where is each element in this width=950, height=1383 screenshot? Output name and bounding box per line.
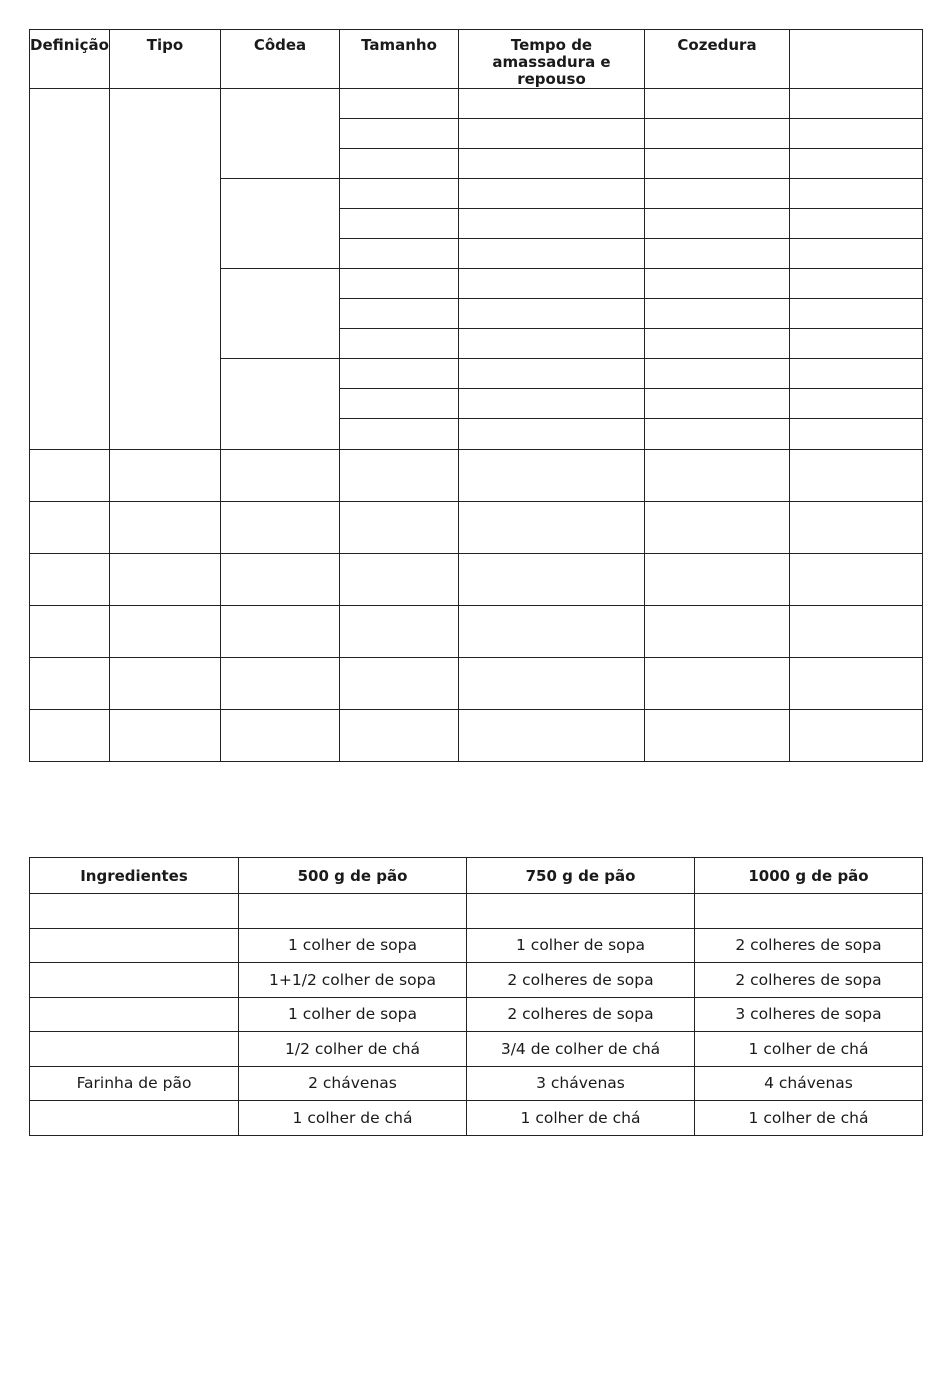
table-cell — [645, 239, 790, 269]
table-cell — [110, 89, 221, 450]
table-row — [30, 1066, 923, 1101]
table-cell — [221, 359, 340, 450]
table-cell — [459, 149, 645, 179]
header-tipo: Tipo — [110, 30, 221, 89]
table-cell — [459, 89, 645, 119]
amount-750g: 2 colheres de sopa — [467, 997, 695, 1032]
table-cell — [790, 299, 923, 329]
programs-header-row — [30, 30, 923, 89]
header-ingredientes: Ingredientes — [30, 858, 239, 894]
table-cell — [645, 554, 790, 606]
table-cell — [110, 658, 221, 710]
table-cell — [645, 658, 790, 710]
table-cell — [30, 502, 110, 554]
table-cell — [459, 239, 645, 269]
table-cell — [340, 119, 459, 149]
table-cell — [790, 502, 923, 554]
table-cell — [340, 149, 459, 179]
table-cell — [340, 450, 459, 502]
table-cell — [790, 359, 923, 389]
amount-750g — [467, 894, 695, 929]
table-cell — [459, 450, 645, 502]
table-cell — [790, 179, 923, 209]
table-cell — [221, 450, 340, 502]
table-cell — [30, 554, 110, 606]
table-cell — [790, 209, 923, 239]
amount-500g: 2 chávenas — [239, 1066, 467, 1101]
table-cell — [340, 209, 459, 239]
amount-750g: 1 colher de chá — [467, 1101, 695, 1136]
amount-750g: 1 colher de sopa — [467, 928, 695, 963]
table-cell — [645, 419, 790, 450]
table-row — [30, 997, 923, 1032]
table-row — [30, 963, 923, 998]
table-cell — [790, 710, 923, 762]
table-cell — [645, 359, 790, 389]
table-row — [30, 1032, 923, 1067]
table-cell — [221, 554, 340, 606]
ingredient-name — [30, 997, 239, 1032]
amount-500g: 1+1/2 colher de sopa — [239, 963, 467, 998]
table-cell — [340, 389, 459, 419]
table-cell — [459, 502, 645, 554]
table-cell — [340, 299, 459, 329]
amount-750g: 3 chávenas — [467, 1066, 695, 1101]
table-cell — [459, 419, 645, 450]
table-cell — [645, 502, 790, 554]
table-cell — [340, 359, 459, 389]
table-cell — [110, 710, 221, 762]
header-definicao: Definição — [30, 30, 110, 89]
ingredient-name — [30, 963, 239, 998]
programs-table — [29, 29, 923, 762]
table-cell — [459, 119, 645, 149]
table-cell — [790, 389, 923, 419]
table-cell — [459, 299, 645, 329]
table-cell — [459, 606, 645, 658]
table-cell — [790, 119, 923, 149]
ingredient-name — [30, 928, 239, 963]
table-row — [30, 894, 923, 929]
header-tamanho: Tamanho — [340, 30, 459, 89]
amount-750g: 2 colheres de sopa — [467, 963, 695, 998]
header-blank — [790, 30, 923, 89]
table-cell — [30, 89, 110, 450]
table-cell — [340, 658, 459, 710]
header-codea: Côdea — [221, 30, 340, 89]
table-cell — [459, 359, 645, 389]
table-cell — [221, 502, 340, 554]
header-tempo: Tempo de amassadura e repouso — [459, 30, 645, 89]
table-cell — [790, 89, 923, 119]
amount-500g — [239, 894, 467, 929]
amount-1000g: 2 colheres de sopa — [695, 928, 923, 963]
table-cell — [221, 179, 340, 269]
table-cell — [459, 269, 645, 299]
table-cell — [459, 389, 645, 419]
amount-1000g: 4 chávenas — [695, 1066, 923, 1101]
amount-1000g: 1 colher de chá — [695, 1032, 923, 1067]
table-cell — [645, 179, 790, 209]
table-cell — [340, 710, 459, 762]
table-cell — [221, 606, 340, 658]
amount-500g: 1/2 colher de chá — [239, 1032, 467, 1067]
table-cell — [790, 606, 923, 658]
table-cell — [790, 554, 923, 606]
amount-1000g: 3 colheres de sopa — [695, 997, 923, 1032]
header-cozedura: Cozedura — [645, 30, 790, 89]
table-row — [30, 928, 923, 963]
amount-500g: 1 colher de sopa — [239, 997, 467, 1032]
table-cell — [221, 269, 340, 359]
table-cell — [459, 179, 645, 209]
table-cell — [790, 149, 923, 179]
table-cell — [30, 710, 110, 762]
table-cell — [340, 502, 459, 554]
table-cell — [30, 606, 110, 658]
table-cell — [645, 89, 790, 119]
table-cell — [340, 89, 459, 119]
table-cell — [645, 149, 790, 179]
table-cell — [30, 658, 110, 710]
table-cell — [645, 389, 790, 419]
table-cell — [459, 209, 645, 239]
table-cell — [221, 658, 340, 710]
table-cell — [340, 419, 459, 450]
table-row — [30, 450, 923, 502]
table-cell — [340, 329, 459, 359]
table-cell — [340, 269, 459, 299]
ingredient-name — [30, 894, 239, 929]
table-cell — [340, 239, 459, 269]
table-cell — [645, 209, 790, 239]
table-cell — [790, 658, 923, 710]
table-cell — [340, 179, 459, 209]
table-cell — [790, 269, 923, 299]
table-row — [30, 554, 923, 606]
amount-500g: 1 colher de sopa — [239, 928, 467, 963]
table-cell — [645, 450, 790, 502]
table-cell — [340, 554, 459, 606]
table-cell — [790, 419, 923, 450]
table-row — [30, 89, 923, 119]
table-cell — [459, 658, 645, 710]
table-row — [30, 502, 923, 554]
table-cell — [459, 710, 645, 762]
ingredient-name: Farinha de pão — [30, 1066, 239, 1101]
table-cell — [110, 554, 221, 606]
table-cell — [645, 606, 790, 658]
table-cell — [459, 554, 645, 606]
table-row — [30, 710, 923, 762]
amount-500g: 1 colher de chá — [239, 1101, 467, 1136]
table-row — [30, 606, 923, 658]
ingredient-name — [30, 1101, 239, 1136]
table-cell — [30, 450, 110, 502]
table-cell — [790, 239, 923, 269]
header-1000g: 1000 g de pão — [695, 858, 923, 894]
table-cell — [645, 119, 790, 149]
table-cell — [110, 502, 221, 554]
header-750g: 750 g de pão — [467, 858, 695, 894]
table-cell — [645, 329, 790, 359]
table-cell — [790, 329, 923, 359]
table-cell — [340, 606, 459, 658]
table-row — [30, 1101, 923, 1136]
table-row — [30, 658, 923, 710]
table-cell — [645, 299, 790, 329]
table-cell — [459, 329, 645, 359]
amount-750g: 3/4 de colher de chá — [467, 1032, 695, 1067]
table-cell — [790, 450, 923, 502]
ingredient-name — [30, 1032, 239, 1067]
amount-1000g — [695, 894, 923, 929]
table-cell — [645, 269, 790, 299]
ingredients-header-row — [30, 858, 923, 894]
amount-1000g: 2 colheres de sopa — [695, 963, 923, 998]
table-cell — [110, 606, 221, 658]
table-cell — [645, 710, 790, 762]
amount-1000g: 1 colher de chá — [695, 1101, 923, 1136]
ingredients-table — [29, 857, 923, 1136]
header-500g: 500 g de pão — [239, 858, 467, 894]
table-cell — [110, 450, 221, 502]
table-cell — [221, 89, 340, 179]
table-cell — [221, 710, 340, 762]
